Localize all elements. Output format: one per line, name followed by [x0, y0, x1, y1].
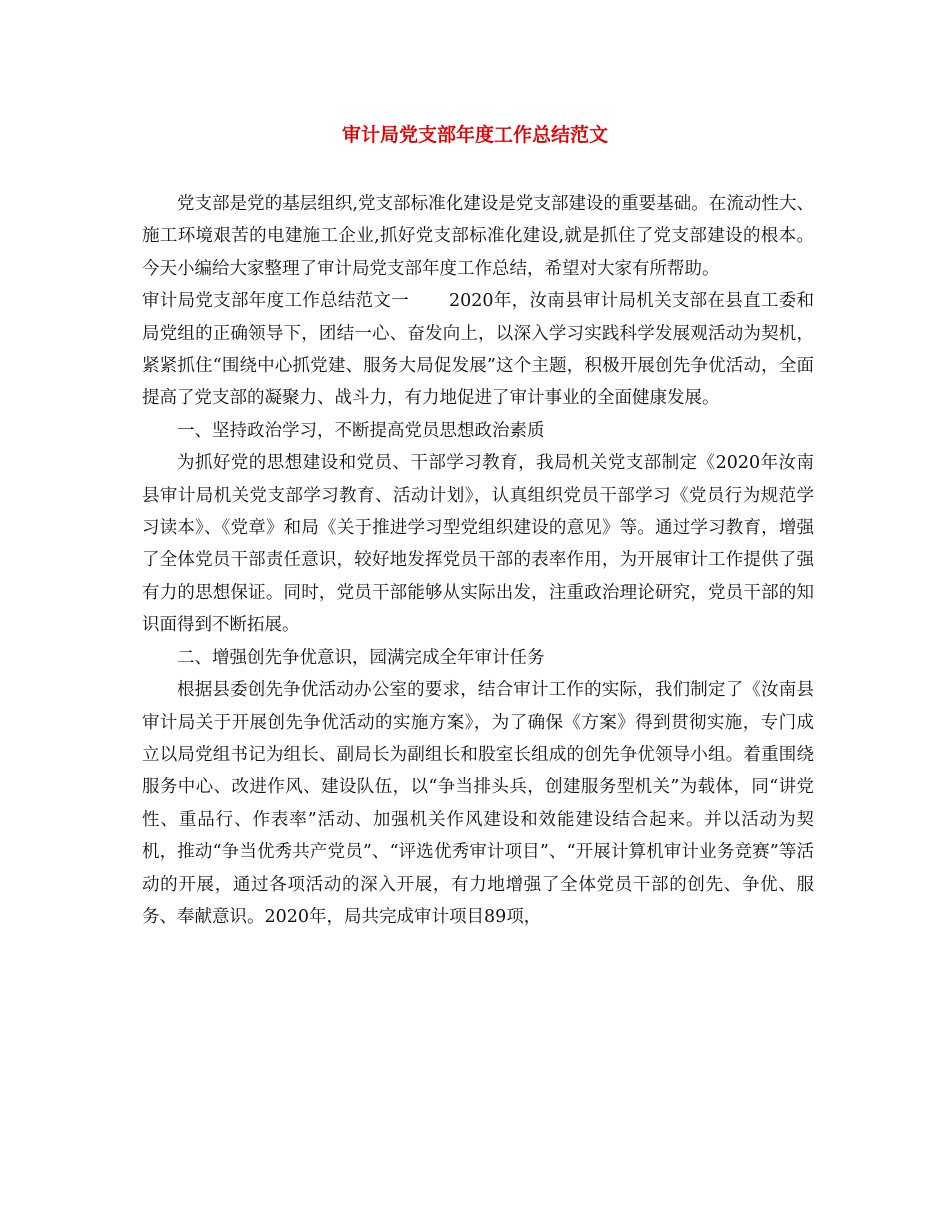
section-lead: 2020年，汝南县审计局机关支部在县直工委和局党组的正确领导下，团结一心、奋发向上，以深入学习实践科学发展观活动为契机，紧紧抓住“围绕中心抓党建、服务大局促发展”这个主题，积极开展创先争优活动，全面提高了党支部的凝聚力、战斗力，有力地促进了审计事业的全面健康发展。 [142, 291, 814, 409]
section-paragraph [142, 285, 814, 415]
intro-paragraph: 党支部是党的基层组织,党支部标准化建设是党支部建设的重要基础。在流动性大、施工环境艰苦的电建施工企业,抓好党支部标准化建设,就是抓住了党支部建设的根本。今天小编给大家整理了审计局党支部年度工作总结，希望对大家有所帮助。 [142, 194, 814, 279]
paragraph-one: 为抓好党的思想建设和党员、干部学习教育，我局机关党支部制定《2020年汝南县审计局机关党支部学习教育、活动计划》，认真组织党员干部学习《党员行为规范学习读本》、《党章》和局《关于推进学习型党组织建设的意见》等。通过学习教育，增强了全体党员干部责任意识，较好地发挥党员干部的表率作用，为开展审计工作提供了强有力的思想保证。同时，党员干部能够从实际出发，注重政治理论研究，党员干部的知识面得到不断拓展。 [142, 453, 814, 636]
section-title: 审计局党支部年度工作总结范文一 [142, 291, 410, 312]
document-title: 审计局党支部年度工作总结范文 [341, 124, 608, 146]
heading-one: 一、坚持政治学习，不断提高党员思想政治素质 [177, 420, 545, 441]
heading-two: 二、增强创先争优意识，园满完成全年审计任务 [177, 647, 545, 668]
document-body [142, 188, 814, 933]
paragraph-two: 根据县委创先争优活动办公室的要求，结合审计工作的实际，我们制定了《汝南县审计局关于开展创先争优活动的实施方案》，为了确保《方案》得到贯彻实施，专门成立以局党组书记为组长、副局长为副组长和股室长组成的创先争优领导小组。着重围绕服务中心、改进作风、建设队伍，以“争当排头兵，创建服务型机关”为载体，同“讲党性、重品行、作表率”活动、加强机关作风建设和效能建设结合起来。并以活动为契机，推动“争当优秀共产党员”、“评选优秀审计项目”、“开展计算机审计业务竞赛”等活动的开展，通过各项活动的深入开展，有力地增强了全体党员干部的创先、争优、服务、奉献意识。2020年，局共完成审计项目89项， [142, 680, 814, 927]
